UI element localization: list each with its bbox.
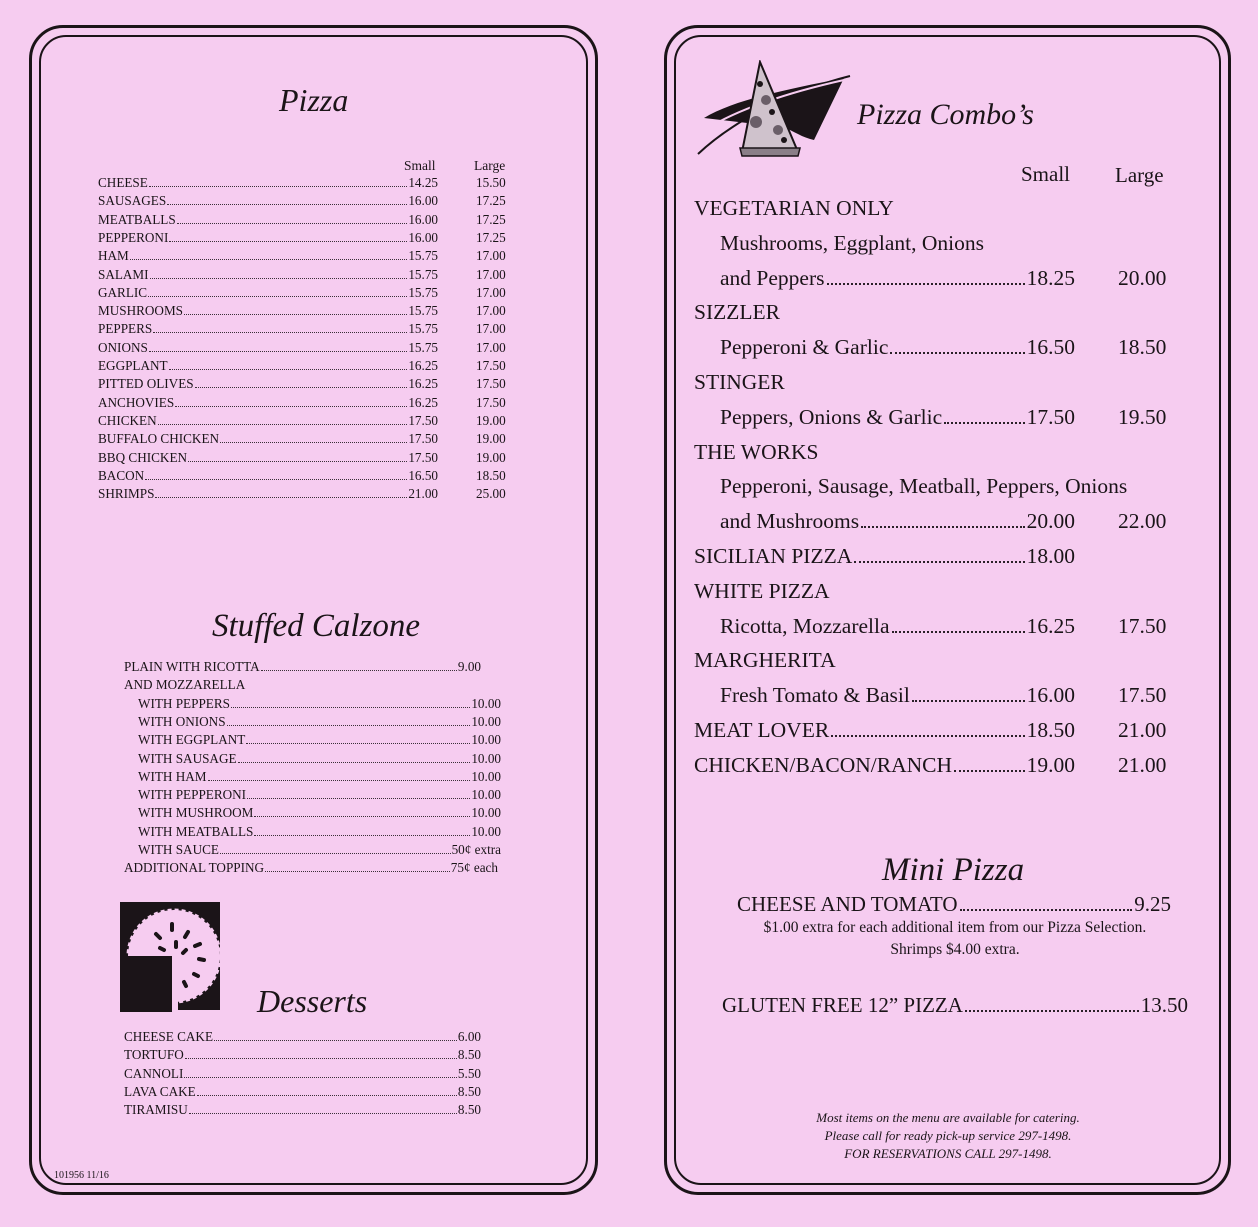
calzone-price: 10.00 xyxy=(471,768,501,784)
pizza-name: ONIONS xyxy=(98,339,148,355)
dessert-row xyxy=(124,1083,481,1101)
dessert-price: 8.50 xyxy=(457,1102,481,1118)
pizza-small-price: 14.25 xyxy=(408,175,438,190)
combo-price-row xyxy=(720,261,1167,296)
pizza-large-price: 17.25 xyxy=(476,211,506,227)
pizza-row xyxy=(98,467,506,485)
calzone-name: WITH SAUCE xyxy=(138,842,219,857)
pizza-name: EGGPLANT xyxy=(98,358,168,373)
pizza-dots xyxy=(148,296,407,297)
dessert-dots xyxy=(197,1095,457,1096)
combo-large-price: 18.50 xyxy=(1118,335,1167,360)
calzone-additional-row xyxy=(124,859,498,877)
pizza-small-price: 17.50 xyxy=(408,431,438,447)
pizza-name: HAM xyxy=(98,248,129,264)
pizza-large-price: 17.00 xyxy=(476,266,506,282)
dessert-row xyxy=(124,1028,481,1046)
mini-note-1: $1.00 extra for each additional item from our Pizza Selection. xyxy=(763,919,1147,936)
dessert-row xyxy=(124,1101,481,1119)
calzone-name: PLAIN WITH RICOTTA xyxy=(124,659,260,674)
pizza-name: CHICKEN xyxy=(98,412,157,428)
pizza-name: BACON xyxy=(98,467,145,483)
calzone-dots xyxy=(227,725,471,726)
combo-item-text: Fresh Tomato & Basil xyxy=(720,683,910,708)
combo-item-text: MEAT LOVER xyxy=(694,718,830,742)
combo-large-price: 21.00 xyxy=(1118,718,1167,742)
pizza-large-price: 17.00 xyxy=(476,284,506,300)
combo-item-text: SICILIAN PIZZA xyxy=(694,544,853,568)
combo-name: Mushrooms, Eggplant, Onions xyxy=(720,230,984,255)
calzone-row xyxy=(138,731,501,749)
pizza-dots xyxy=(153,332,407,333)
combo-dots xyxy=(827,283,1025,285)
pizza-small-price: 16.00 xyxy=(408,193,438,209)
calzone-row xyxy=(138,768,501,786)
calzone-price: 75¢ each xyxy=(450,860,498,876)
combo-name: STINGER xyxy=(694,370,785,394)
pizza-small-price: 16.25 xyxy=(408,376,438,392)
calzone-subtitle: AND MOZZARELLA xyxy=(124,677,246,693)
combo-name: VEGETARIAN ONLY xyxy=(694,196,894,220)
combos-col-large: Large xyxy=(1115,163,1164,187)
pizza-small-price: 15.75 xyxy=(408,248,438,264)
pizza-name: CHEESE xyxy=(98,175,148,190)
footer-line-3: FOR RESERVATIONS CALL 297-1498. xyxy=(844,1146,1052,1161)
pizza-name: SALAMI xyxy=(98,266,149,282)
pizza-name: MUSHROOMS xyxy=(98,303,184,319)
combo-large-price: 22.00 xyxy=(1118,509,1167,534)
pizza-dots xyxy=(145,479,407,480)
dessert-dots xyxy=(214,1040,457,1041)
pizza-large-price: 18.50 xyxy=(476,467,506,483)
combo-dots xyxy=(831,735,1024,737)
gluten-free-row xyxy=(722,988,1188,1023)
combo-item-text: Pepperoni & Garlic xyxy=(720,335,889,360)
pizza-row xyxy=(98,247,506,265)
dessert-price: 5.50 xyxy=(457,1065,481,1081)
pizza-dots xyxy=(149,351,408,352)
mini-item-row xyxy=(737,887,1171,922)
dessert-name: TORTUFO xyxy=(124,1047,184,1063)
pizza-row xyxy=(98,211,506,229)
pizza-dots xyxy=(220,442,407,443)
calzone-price: 10.00 xyxy=(471,750,501,766)
combo-small-price: 16.00 xyxy=(1026,683,1075,708)
combos-col-small: Small xyxy=(1021,162,1071,186)
dessert-row xyxy=(124,1046,481,1064)
combo-name: SIZZLER xyxy=(694,300,780,325)
pizza-row xyxy=(98,302,506,320)
desserts-title: Desserts xyxy=(257,983,368,1019)
combo-item-text: and Mushrooms xyxy=(720,509,860,534)
calzone-row xyxy=(138,841,501,859)
pizza-small-price: 17.50 xyxy=(408,449,438,465)
pizza-dots xyxy=(149,186,408,187)
pizza-large-price: 17.00 xyxy=(476,248,506,264)
dessert-name: LAVA CAKE xyxy=(124,1083,196,1099)
pizza-large-price: 17.50 xyxy=(476,394,506,410)
combo-price-row xyxy=(694,539,1075,574)
pizza-row xyxy=(98,375,506,393)
pizza-row xyxy=(98,320,506,338)
calzone-dots xyxy=(265,871,450,872)
combo-price-row xyxy=(720,678,1167,713)
calzone-row xyxy=(124,658,481,676)
pizza-name: GARLIC xyxy=(98,284,148,300)
calzone-name: WITH EGGPLANT xyxy=(138,732,246,748)
pizza-dots xyxy=(167,204,407,205)
pizza-large-price: 15.50 xyxy=(476,175,506,190)
combos-title: Pizza Combo’s xyxy=(857,98,1034,131)
combo-item-text: CHICKEN/BACON/RANCH xyxy=(694,752,953,777)
calzone-price: 10.00 xyxy=(471,713,501,729)
pizza-small-price: 16.00 xyxy=(408,211,438,227)
calzone-row xyxy=(138,786,501,804)
calzone-price: 10.00 xyxy=(471,695,501,711)
combo-price-row xyxy=(720,330,1167,365)
calzone-name: ADDITIONAL TOPPING xyxy=(124,860,265,876)
calzone-row xyxy=(138,713,501,731)
combo-price-row xyxy=(694,713,1167,748)
calzone-dots xyxy=(246,743,470,744)
pizza-row xyxy=(98,284,506,302)
combo-item-text: Peppers, Onions & Garlic xyxy=(720,404,943,429)
dessert-price: 8.50 xyxy=(457,1083,481,1099)
gluten-free-name: GLUTEN FREE 12” PIZZA xyxy=(722,993,963,1017)
pizza-large-price: 19.00 xyxy=(476,449,506,465)
dessert-name: CANNOLI xyxy=(124,1065,184,1081)
pizza-col-small: Small xyxy=(404,158,436,173)
gluten-free-price: 13.50 xyxy=(1140,993,1188,1017)
combo-price-row xyxy=(720,609,1167,644)
pizza-name: PEPPERONI xyxy=(98,229,169,245)
combo-dots xyxy=(854,561,1024,563)
calzone-dots xyxy=(254,816,470,817)
calzone-price: 9.00 xyxy=(457,659,481,674)
calzone-name: WITH MEATBALLS xyxy=(138,823,254,839)
pizza-name: PEPPERS xyxy=(98,321,153,337)
pizza-row xyxy=(98,485,506,503)
calzone-name: WITH ONIONS xyxy=(138,713,226,729)
calzone-row xyxy=(138,823,501,841)
combo-dots xyxy=(861,526,1024,528)
pizza-dots xyxy=(150,278,408,279)
combo-small-price: 18.50 xyxy=(1026,718,1075,742)
pizza-name: BUFFALO CHICKEN xyxy=(98,431,220,447)
calzone-dots xyxy=(220,853,451,854)
calzone-name: WITH PEPPERS xyxy=(138,695,230,711)
calzone-price: 10.00 xyxy=(471,732,501,748)
pizza-dots xyxy=(130,259,408,260)
pizza-name: MEATBALLS xyxy=(98,211,176,227)
pizza-row xyxy=(98,430,506,448)
dessert-name: TIRAMISU xyxy=(124,1102,188,1118)
combo-small-price: 16.25 xyxy=(1026,613,1075,638)
pizza-large-price: 17.00 xyxy=(476,321,506,337)
pizza-large-price: 17.50 xyxy=(476,376,506,392)
combo-large-price: 20.00 xyxy=(1118,265,1167,290)
dessert-name: CHEESE CAKE xyxy=(124,1029,214,1044)
pizza-large-price: 17.50 xyxy=(476,358,506,373)
pizza-large-price: 25.00 xyxy=(476,486,506,502)
pizza-row xyxy=(98,394,506,412)
pizza-small-price: 15.75 xyxy=(408,339,438,355)
pizza-dots xyxy=(169,369,408,370)
calzone-name: WITH PEPPERONI xyxy=(138,787,247,803)
dessert-price: 6.00 xyxy=(457,1029,481,1044)
pizza-large-price: 17.25 xyxy=(476,193,506,209)
pizza-row xyxy=(98,412,506,430)
combo-large-price: 17.50 xyxy=(1118,613,1167,638)
pizza-name: SAUSAGES xyxy=(98,193,167,209)
combo-name: Pepperoni, Sausage, Meatball, Peppers, Onions xyxy=(720,474,1128,499)
calzone-price: 10.00 xyxy=(471,823,501,839)
pizza-dots xyxy=(158,424,408,425)
pizza-small-price: 17.50 xyxy=(408,412,438,428)
pizza-large-price: 19.00 xyxy=(476,412,506,428)
pizza-slice-icon xyxy=(694,60,854,160)
pizza-name: BBQ CHICKEN xyxy=(98,449,188,465)
pizza-small-price: 16.00 xyxy=(408,229,438,245)
combo-small-price: 16.50 xyxy=(1026,335,1075,360)
pizza-small-price: 21.00 xyxy=(408,486,438,502)
mini-item-name: CHEESE AND TOMATO xyxy=(737,892,958,916)
dessert-price: 8.50 xyxy=(457,1047,481,1063)
combo-dots xyxy=(954,770,1025,772)
calzone-row xyxy=(138,750,501,768)
pizza-col-large: Large xyxy=(474,158,506,173)
combo-large-price: 21.00 xyxy=(1118,752,1167,777)
dessert-dots xyxy=(189,1113,457,1114)
calzone-dots xyxy=(261,670,457,671)
calzone-dots xyxy=(254,835,470,836)
combo-small-price: 20.00 xyxy=(1026,509,1075,534)
pizza-dots xyxy=(184,314,407,315)
pizza-dots xyxy=(177,223,408,224)
combo-dots xyxy=(912,700,1025,702)
pizza-small-price: 16.25 xyxy=(408,358,438,373)
combo-name: THE WORKS xyxy=(694,439,819,464)
dessert-row xyxy=(124,1065,481,1083)
combo-dots xyxy=(944,422,1024,424)
pizza-large-price: 17.00 xyxy=(476,339,506,355)
calzone-title: Stuffed Calzone xyxy=(212,608,421,644)
pizza-small-price: 16.25 xyxy=(408,394,438,410)
combo-item-text: and Peppers xyxy=(720,265,825,290)
pizza-small-price: 16.50 xyxy=(408,467,438,483)
calzone-name: WITH SAUSAGE xyxy=(138,750,237,766)
combo-dots xyxy=(890,352,1024,354)
dessert-dots xyxy=(185,1058,457,1059)
combo-small-price: 18.25 xyxy=(1026,265,1075,290)
calzone-name: WITH MUSHROOM xyxy=(138,805,254,821)
combo-small-price: 17.50 xyxy=(1026,404,1075,429)
combo-item-text: Ricotta, Mozzarella xyxy=(720,613,890,638)
footer-line-2: Please call for ready pick-up service 297-1498. xyxy=(824,1128,1072,1143)
pizza-name: ANCHOVIES xyxy=(98,394,175,410)
combo-name: WHITE PIZZA xyxy=(694,578,830,603)
pizza-dots xyxy=(169,241,407,242)
mini-item-price: 9.25 xyxy=(1134,892,1171,916)
pizza-name: SHRIMPS xyxy=(98,486,155,502)
calzone-name: WITH HAM xyxy=(138,768,207,784)
pizza-dots xyxy=(195,387,408,388)
combo-price-row xyxy=(694,748,1167,783)
combo-name: MARGHERITA xyxy=(694,648,836,673)
combo-large-price: 17.50 xyxy=(1118,683,1167,708)
footer-line-1: Most items on the menu are available for catering. xyxy=(816,1110,1080,1125)
calzone-price: 50¢ extra xyxy=(451,842,501,857)
combo-price-row xyxy=(720,400,1167,435)
combo-price-row xyxy=(720,504,1167,539)
pizza-small-price: 15.75 xyxy=(408,321,438,337)
calzone-row xyxy=(138,695,501,713)
pizza-row xyxy=(98,449,506,467)
pizza-row xyxy=(98,339,506,357)
pizza-dots xyxy=(175,406,407,407)
pizza-row xyxy=(98,357,506,375)
combo-dots xyxy=(892,631,1025,633)
pizza-small-price: 15.75 xyxy=(408,284,438,300)
pizza-small-price: 15.75 xyxy=(408,303,438,319)
mini-note-2: Shrimps $4.00 extra. xyxy=(890,941,1020,958)
pizza-large-price: 19.00 xyxy=(476,431,506,447)
pie-slice-icon xyxy=(120,902,222,1012)
pizza-row xyxy=(98,266,506,284)
pizza-row xyxy=(98,229,506,247)
calzone-price: 10.00 xyxy=(471,805,501,821)
pizza-name: PITTED OLIVES xyxy=(98,376,194,392)
calzone-dots xyxy=(238,762,471,763)
pizza-large-price: 17.00 xyxy=(476,303,506,319)
pizza-large-price: 17.25 xyxy=(476,229,506,245)
calzone-row xyxy=(138,804,501,822)
calzone-dots xyxy=(247,798,470,799)
combo-large-price: 19.50 xyxy=(1118,404,1167,429)
calzone-dots xyxy=(231,707,470,708)
combo-small-price: 19.00 xyxy=(1026,752,1075,777)
pizza-dots xyxy=(188,461,407,462)
dessert-dots xyxy=(184,1077,457,1078)
pizza-row xyxy=(98,192,506,210)
calzone-dots xyxy=(208,780,471,781)
pizza-small-price: 15.75 xyxy=(408,266,438,282)
pizza-title: Pizza xyxy=(279,82,349,118)
footer-code: 101956 11/16 xyxy=(54,1170,109,1181)
pizza-row xyxy=(98,174,506,192)
combo-small-price: 18.00 xyxy=(1026,544,1075,568)
mini-title: Mini Pizza xyxy=(882,852,1025,888)
pizza-dots xyxy=(155,497,407,498)
calzone-price: 10.00 xyxy=(471,787,501,803)
